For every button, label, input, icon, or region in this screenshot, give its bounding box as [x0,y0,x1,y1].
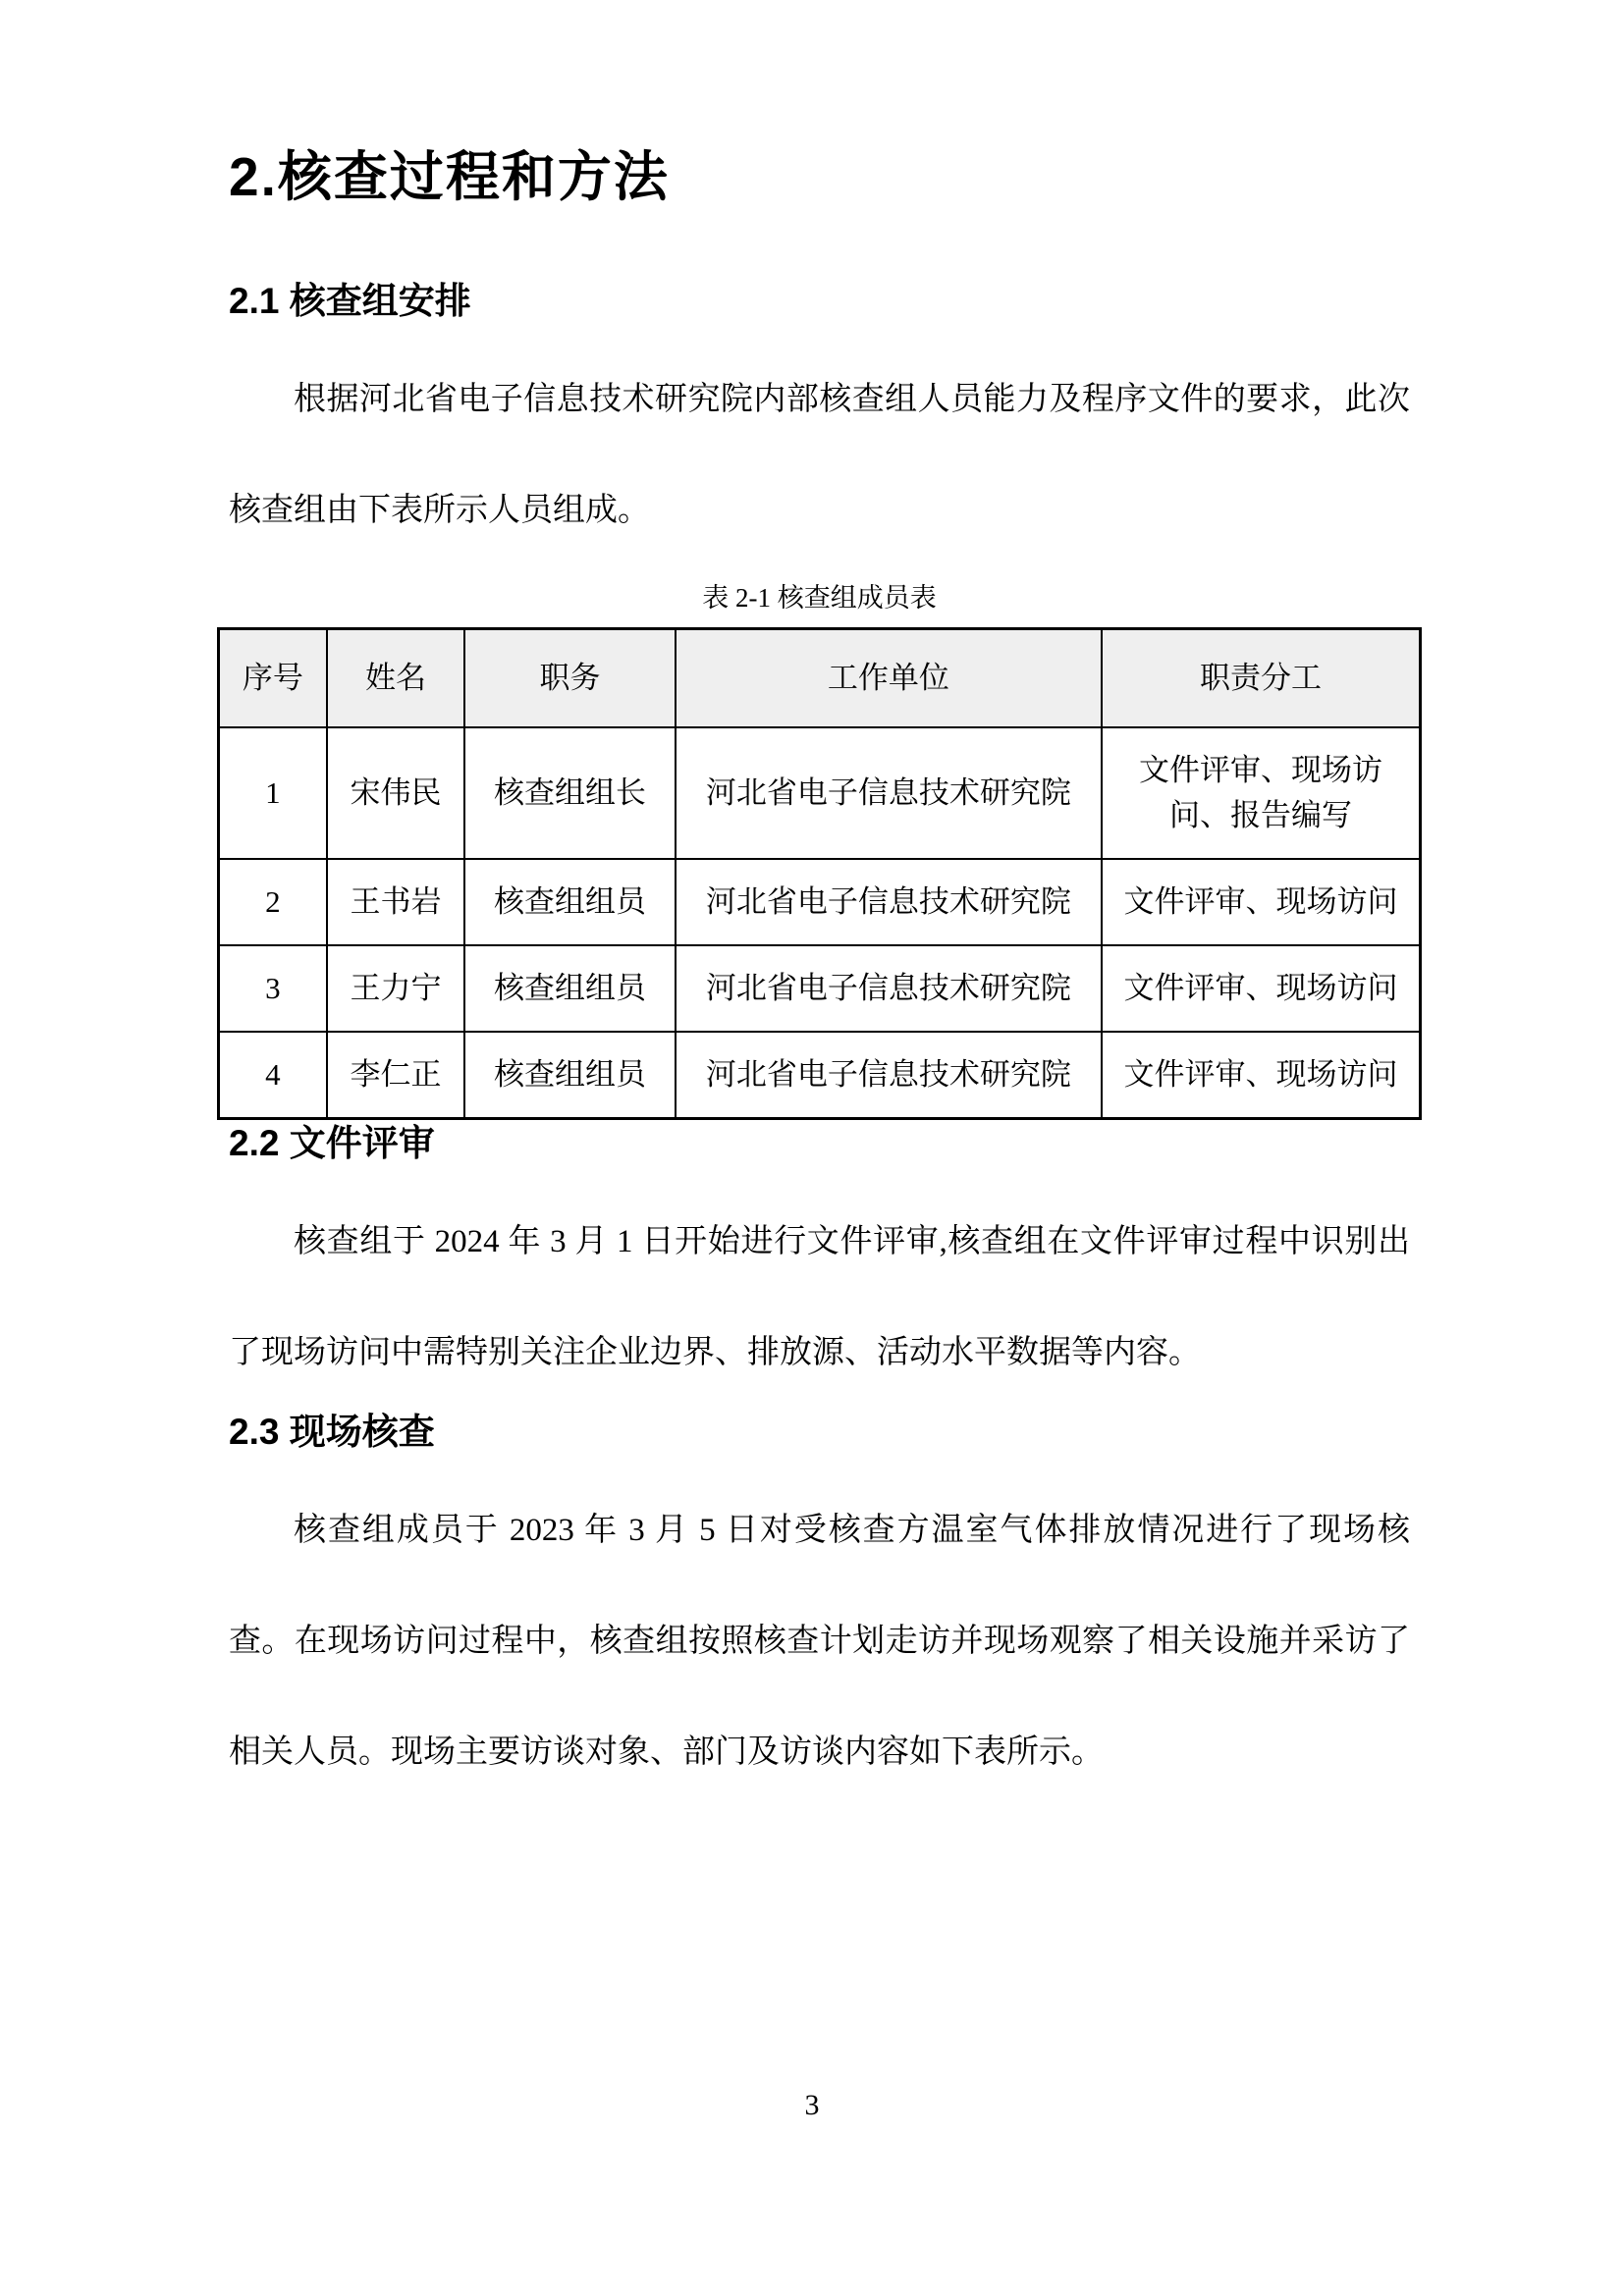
table-cell: 3 [219,945,327,1032]
table-cell: 核查组组长 [464,727,675,859]
section-2-2-paragraph: 核查组于 2024 年 3 月 1 日开始进行文件评审,核查组在文件评审过程中识别出了现场访问中需特别关注企业边界、排放源、活动水平数据等内容。 [229,1223,1410,1370]
table-row [219,859,1421,945]
table-cell: 4 [219,1032,327,1119]
section-2-3-paragraph: 核查组成员于 2023 年 3 月 5 日对受核查方温室气体排放情况进行了现场核查。在现场访问过程中，核查组按照核查计划走访并现场观察了相关设施并采访了相关人员。现场主要访谈对象、部门及访谈内容如下表所示。 [229,1512,1410,1770]
table-cell: 王力宁 [327,945,465,1032]
page-number: 3 [804,2089,820,2121]
table-cell: 河北省电子信息技术研究院 [676,945,1103,1032]
verification-team-table [217,627,1422,1120]
table-cell: 河北省电子信息技术研究院 [676,859,1103,945]
section-heading-2-3: 2.3 现场核查 [229,1411,435,1452]
table-cell: 河北省电子信息技术研究院 [676,1032,1103,1119]
table-cell: 宋伟民 [327,727,465,859]
table-cell: 2 [219,859,327,945]
section-2-1 [229,278,1410,566]
table-row [219,727,1421,859]
table-cell: 文件评审、现场访问 [1102,945,1420,1032]
section-heading-2-1: 2.1 核查组安排 [229,280,471,321]
section-2-1-paragraph: 根据河北省电子信息技术研究院内部核查组人员能力及程序文件的要求，此次核查组由下表所示人员组成。 [229,381,1410,528]
table-cell: 核查组组员 [464,945,675,1032]
table-cell: 王书岩 [327,859,465,945]
page-title: 2.核查过程和方法 [229,146,670,207]
table-header-row [219,628,1421,727]
table-cell: 河北省电子信息技术研究院 [676,727,1103,859]
table-cell: 文件评审、现场访问、报告编写 [1102,727,1420,859]
section-2-2 [229,1120,1410,1409]
table-cell: 核查组组员 [464,1032,675,1119]
table-cell: 文件评审、现场访问 [1102,1032,1420,1119]
section-2-3 [229,1409,1410,1808]
table-cell: 1 [219,727,327,859]
column-header: 职责分工 [1102,628,1420,727]
section-heading-2-2: 2.2 文件评审 [229,1122,435,1163]
table-row [219,945,1421,1032]
table-cell: 文件评审、现场访问 [1102,859,1420,945]
table-cell: 李仁正 [327,1032,465,1119]
column-header: 序号 [219,628,327,727]
table-caption: 表 2-1 核查组成员表 [702,582,937,613]
column-header: 工作单位 [676,628,1103,727]
column-header: 职务 [464,628,675,727]
column-header: 姓名 [327,628,465,727]
table-row [219,1032,1421,1119]
table-cell: 核查组组员 [464,859,675,945]
